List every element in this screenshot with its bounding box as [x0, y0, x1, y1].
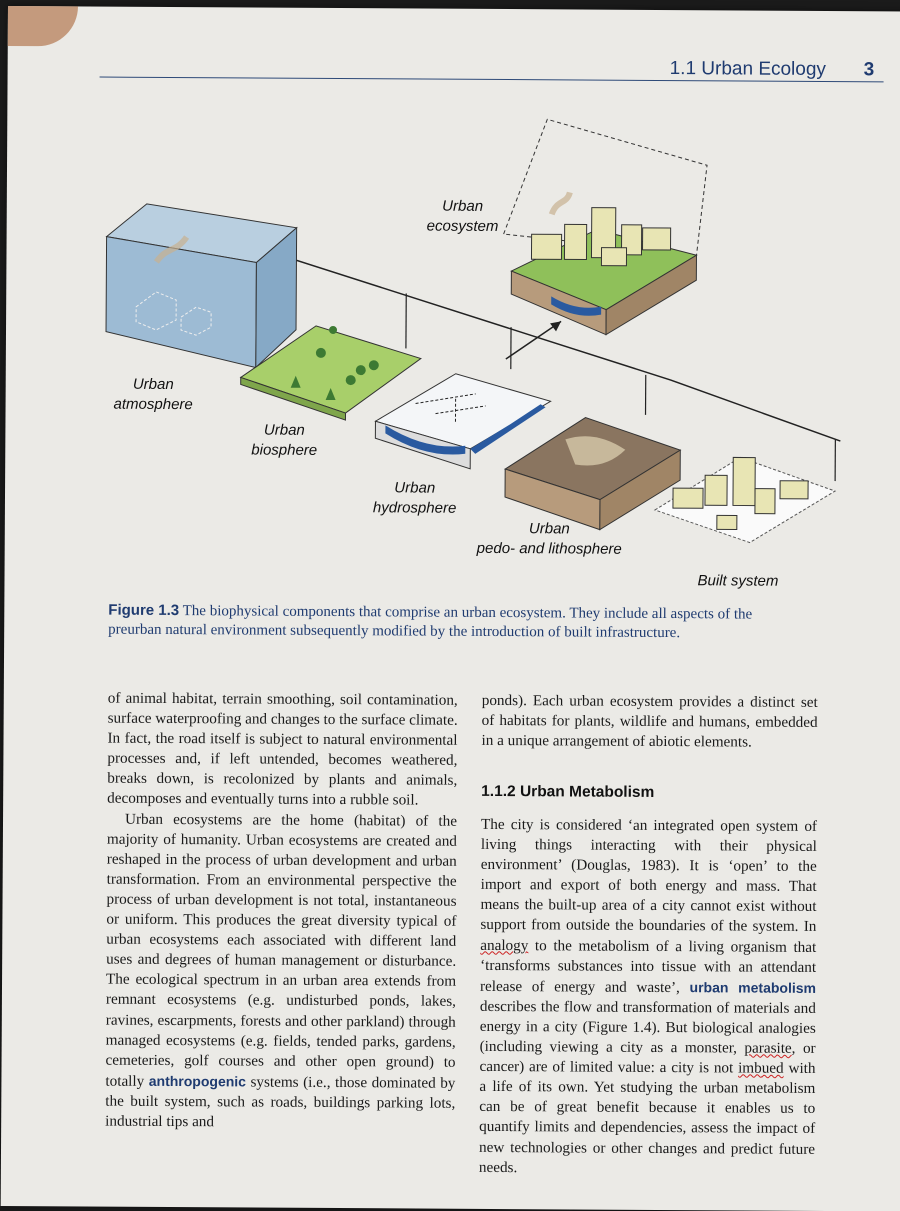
left-p2-text-b: systems (i.e., those dominated by the built system, such as roads, buildings parking lots, industrial tips and: [105, 1073, 455, 1130]
underlined-parasite: parasite: [744, 1040, 791, 1057]
left-column: [105, 689, 458, 1134]
lithosphere-slab: [505, 417, 681, 530]
section-heading: 1.1.2 Urban Metabolism: [481, 783, 654, 802]
label-urban-atmosphere: Urban atmosphere: [114, 375, 193, 415]
label-urban-hydrosphere: Urban hydrosphere: [373, 478, 457, 519]
right-column-top: [481, 691, 817, 753]
figure-illustration: [4, 6, 900, 611]
right-column-bottom: [479, 815, 817, 1180]
keyword-urban-metabolism: urban metabolism: [690, 979, 817, 996]
right-paragraph-1: ponds). Each urban ecosystem provides a distinct set of habitats for plants, wildlife and humans, embedded in a unique arrangement of abiotic elements.: [481, 691, 817, 753]
right-p2-text-b: to the metabolism of a living organism that ‘transforms substances into tissue with an attendant release of energy and waste’,: [480, 937, 816, 996]
left-paragraph-2: [105, 809, 457, 1134]
caption-text: The biophysical components that comprise an urban ecosystem. They include all aspects of the preurban natural environment subsequently modified by the introduction of built infrastructure.: [108, 603, 752, 641]
right-paragraph-2: [479, 815, 817, 1180]
atmosphere-cube: [106, 204, 297, 368]
underlined-imbued: imbued: [738, 1060, 784, 1077]
ecosystem-cube: [503, 119, 707, 335]
right-p2-text-d: , or cancer) are of limited value: a city is not: [479, 1040, 815, 1077]
right-p2-text-a: The city is considered ‘an integrated open system of living things interacting with their physical environment’ (Douglas, 1983). It is ‘open’ to the import and export of both energy and mass. That means the built-up area of a city cannot exist without support from outside the boundaries of the system. In: [480, 816, 817, 936]
left-p2-text-a: Urban ecosystems are the home (habitat) of the majority of humanity. Urban ecosystems are created and reshaped in the process of urban development and urban transformation. From an environmental perspective the process of urban development is not total, instantaneous or uniform. This produces the great diversity typical of urban ecosystems each associated with different land uses and degrees of human management or disturbance. The ecological spectrum in an urban area extends from remnant ecosystems (e.g. undisturbed ponds, lakes, ravines, escarpments, forests and other parkland) through managed ecosystems (e.g. fields, tended parks, gardens, cemeteries, golf courses and other open ground) to totally: [105, 810, 457, 1089]
hydrosphere-slab: [375, 373, 551, 469]
caption-label: Figure 1.3: [108, 602, 179, 619]
underlined-analogy: analogy: [480, 936, 528, 953]
built-system-slab: [655, 457, 836, 543]
label-built-system: Built system: [697, 571, 778, 591]
right-p2-text-c: describes the flow and transformation of materials and energy in a city (Figure 1.4). But biological analogies (including viewing a city as a monster,: [480, 998, 816, 1057]
page-number: 3: [864, 59, 875, 81]
left-paragraph-1: of animal habitat, terrain smoothing, soil contamination, surface waterproofing and changes to the surface climate. In fact, the road itself is subject to natural environmental processes and, if left untended, becomes weathered, breaks down, is recolonized by plants and animals, decomposes and eventually turns into a rubble soil.: [107, 689, 458, 812]
running-head: 1.1 Urban Ecology: [670, 58, 826, 81]
right-p2-text-e: with a life of its own. Yet studying the urban metabolism can be of great benefit because it enables us to quantify limits and dependencies, assess the impact of new technologies or other changes and predict future needs.: [479, 1060, 816, 1176]
keyword-anthropogenic: anthropogenic: [149, 1073, 246, 1090]
book-page: [1, 6, 900, 1211]
figure-caption: [108, 601, 808, 644]
label-urban-lithosphere: Urban pedo- and lithosphere: [477, 519, 622, 560]
label-urban-biosphere: Urban biosphere: [251, 420, 317, 460]
label-urban-ecosystem: Urban ecosystem: [427, 197, 499, 237]
